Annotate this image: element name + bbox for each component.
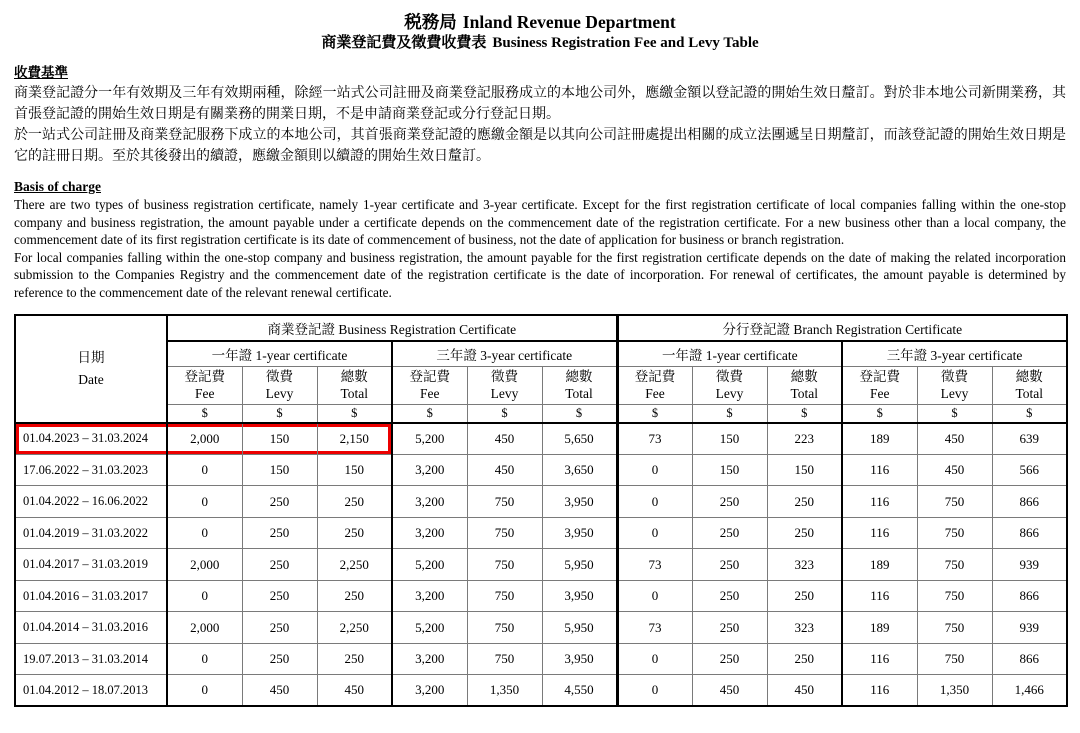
fee-value-cell: 250 <box>767 486 842 518</box>
page-subtitle-en: Business Registration Fee and Levy Table <box>492 34 759 51</box>
fee-value-cell: 866 <box>992 517 1067 549</box>
date-range-cell: 01.04.2017 – 31.03.2019 <box>15 549 167 581</box>
column-header-fee <box>842 367 917 405</box>
section-basis-of-charge-zh <box>14 64 1066 167</box>
currency-symbol: $ <box>617 405 692 423</box>
fee-value-cell: 250 <box>767 580 842 612</box>
fee-value-cell: 750 <box>467 580 542 612</box>
fee-value-cell: 3,950 <box>542 486 617 518</box>
column-header-zh: 登記費 <box>634 369 676 385</box>
fee-value-cell: 0 <box>617 580 692 612</box>
column-header-zh: 徵費 <box>716 369 744 385</box>
fee-value-cell: 0 <box>167 675 242 707</box>
fee-value-cell: 250 <box>242 612 317 644</box>
column-header-en: Total <box>790 385 819 401</box>
table-row <box>15 423 1067 455</box>
column-header-levy <box>242 367 317 405</box>
fee-value-cell: 750 <box>917 486 992 518</box>
currency-symbol: $ <box>317 405 392 423</box>
fee-value-cell: 750 <box>917 580 992 612</box>
fee-value-cell: 5,650 <box>542 423 617 455</box>
fee-value-cell: 3,200 <box>392 643 467 675</box>
fee-value-cell: 250 <box>692 517 767 549</box>
fee-value-cell: 150 <box>242 454 317 486</box>
date-range-cell: 01.04.2019 – 31.03.2022 <box>15 517 167 549</box>
currency-symbol: $ <box>467 405 542 423</box>
currency-symbol: $ <box>992 405 1067 423</box>
fee-value-cell: 73 <box>617 423 692 455</box>
currency-symbol: $ <box>242 405 317 423</box>
column-header-levy <box>917 367 992 405</box>
column-header-en: Levy <box>490 385 519 401</box>
fee-value-cell: 250 <box>767 643 842 675</box>
fee-value-cell: 3,200 <box>392 517 467 549</box>
fee-value-cell: 250 <box>317 517 392 549</box>
table-row <box>15 454 1067 486</box>
fee-value-cell: 750 <box>917 643 992 675</box>
currency-symbol: $ <box>542 405 617 423</box>
column-header-zh: 徵費 <box>491 369 518 385</box>
fee-value-cell: 750 <box>467 643 542 675</box>
fee-value-cell: 3,200 <box>392 580 467 612</box>
section-heading-zh: 收費基準 <box>14 64 68 80</box>
fee-value-cell: 189 <box>842 549 917 581</box>
subgroup-header: 三年證 3-year certificate <box>842 341 1067 367</box>
currency-symbol: $ <box>917 405 992 423</box>
subgroup-header: 一年證 1-year certificate <box>167 341 392 367</box>
fee-value-cell: 450 <box>917 423 992 455</box>
column-header-zh: 登記費 <box>859 369 901 385</box>
date-range-cell: 01.04.2014 – 31.03.2016 <box>15 612 167 644</box>
fee-value-cell: 0 <box>617 643 692 675</box>
fee-value-cell: 866 <box>992 486 1067 518</box>
group-header: 商業登記證 Business Registration Certificate <box>167 315 617 341</box>
page-title-zh: 税務局 <box>404 12 457 32</box>
fee-value-cell: 150 <box>692 454 767 486</box>
fee-value-cell: 2,000 <box>167 549 242 581</box>
table-row <box>15 580 1067 612</box>
fee-value-cell: 150 <box>767 454 842 486</box>
fee-value-cell: 0 <box>167 454 242 486</box>
fee-value-cell: 250 <box>692 486 767 518</box>
fee-value-cell: 5,200 <box>392 423 467 455</box>
fee-value-cell: 566 <box>992 454 1067 486</box>
date-header-zh: 日期 <box>77 350 105 366</box>
fee-value-cell: 0 <box>167 580 242 612</box>
date-range-cell: 01.04.2023 – 31.03.2024 <box>15 423 167 455</box>
table-row <box>15 675 1067 707</box>
fee-value-cell: 323 <box>767 612 842 644</box>
fee-value-cell: 323 <box>767 549 842 581</box>
fee-value-cell: 450 <box>767 675 842 707</box>
column-header-en: Fee <box>195 385 215 401</box>
fee-value-cell: 250 <box>242 549 317 581</box>
fee-value-cell: 450 <box>467 423 542 455</box>
fee-value-cell: 750 <box>467 486 542 518</box>
date-range-cell: 01.04.2012 – 18.07.2013 <box>15 675 167 707</box>
column-header-zh: 徵費 <box>266 369 293 385</box>
fee-value-cell: 250 <box>242 486 317 518</box>
fee-value-cell: 189 <box>842 423 917 455</box>
fee-value-cell: 2,000 <box>167 423 242 455</box>
paragraph-en-1: There are two types of business registration certificate, namely 1-year certificate and 3-year certificate. Except for the first registration certificate of local companies falling within the one-stop company and business registration, the amount payable under a certificate depends on the commencement date of the registration certificate. For a new business other than a local company, the commencement date of its first registration certificate is its date of commencement of business, not the date of application for business or branch registration. <box>14 197 1066 248</box>
fee-value-cell: 750 <box>917 612 992 644</box>
fee-value-cell: 0 <box>617 517 692 549</box>
column-header-total <box>992 367 1067 405</box>
paragraph-zh-1: 商業登記證分一年有效期及三年有效期兩種，除經一站式公司註冊及商業登記服務成立的本地公司外，應繳金額以登記證的開始生效日釐訂。對於非本地公司新開業務，其首張登記證的開始生效日期是有關業務的開業日期，不是申請商業登記或分行登記日期。 <box>14 85 1066 122</box>
fee-value-cell: 73 <box>617 612 692 644</box>
column-header-fee <box>167 367 242 405</box>
fee-value-cell: 3,950 <box>542 517 617 549</box>
currency-symbol: $ <box>692 405 767 423</box>
fee-value-cell: 939 <box>992 549 1067 581</box>
fee-value-cell: 0 <box>617 486 692 518</box>
column-header-total <box>317 367 392 405</box>
column-header-zh: 徵費 <box>941 369 969 385</box>
fee-value-cell: 116 <box>842 643 917 675</box>
column-header-levy <box>467 367 542 405</box>
fee-value-cell: 250 <box>317 643 392 675</box>
fee-value-cell: 0 <box>617 454 692 486</box>
fee-value-cell: 116 <box>842 454 917 486</box>
fee-value-cell: 2,150 <box>317 423 392 455</box>
column-header-zh: 總數 <box>790 369 818 385</box>
fee-value-cell: 1,466 <box>992 675 1067 707</box>
fee-value-cell: 866 <box>992 580 1067 612</box>
fee-value-cell: 150 <box>692 423 767 455</box>
fee-value-cell: 150 <box>242 423 317 455</box>
fee-value-cell: 0 <box>167 517 242 549</box>
fee-value-cell: 5,200 <box>392 549 467 581</box>
fee-value-cell: 866 <box>992 643 1067 675</box>
fee-value-cell: 250 <box>317 486 392 518</box>
column-header-en: Fee <box>645 385 665 401</box>
fee-value-cell: 750 <box>467 612 542 644</box>
date-range-cell: 19.07.2013 – 31.03.2014 <box>15 643 167 675</box>
table-row <box>15 517 1067 549</box>
fee-value-cell: 0 <box>167 643 242 675</box>
fee-value-cell: 223 <box>767 423 842 455</box>
fee-value-cell: 4,550 <box>542 675 617 707</box>
column-header-en: Total <box>1015 385 1044 401</box>
fee-value-cell: 3,650 <box>542 454 617 486</box>
currency-symbol: $ <box>392 405 467 423</box>
column-header-en: Levy <box>265 385 294 401</box>
column-header-en: Total <box>340 385 369 401</box>
currency-symbol: $ <box>167 405 242 423</box>
fee-value-cell: 450 <box>917 454 992 486</box>
fee-value-cell: 750 <box>917 549 992 581</box>
column-header-zh: 總數 <box>1015 369 1043 385</box>
fee-value-cell: 250 <box>317 580 392 612</box>
table-row <box>15 612 1067 644</box>
page-subtitle <box>14 34 1066 53</box>
table-row <box>15 486 1067 518</box>
column-header-en: Levy <box>715 385 744 401</box>
date-range-cell: 17.06.2022 – 31.03.2023 <box>15 454 167 486</box>
page-subtitle-zh: 商業登記費及徵費收費表 <box>321 34 487 51</box>
fee-levy-table <box>14 314 1068 708</box>
column-header-total <box>542 367 617 405</box>
column-header-date <box>15 315 167 423</box>
fee-value-cell: 2,250 <box>317 612 392 644</box>
fee-value-cell: 3,200 <box>392 454 467 486</box>
fee-value-cell: 3,200 <box>392 675 467 707</box>
fee-value-cell: 250 <box>242 580 317 612</box>
fee-value-cell: 5,200 <box>392 612 467 644</box>
fee-value-cell: 639 <box>992 423 1067 455</box>
section-basis-of-charge-en <box>14 178 1066 301</box>
fee-value-cell: 2,000 <box>167 612 242 644</box>
fee-value-cell: 73 <box>617 549 692 581</box>
section-heading-en: Basis of charge <box>14 178 101 194</box>
date-header-en: Date <box>78 371 104 387</box>
page-title <box>14 12 1066 34</box>
fee-value-cell: 1,350 <box>917 675 992 707</box>
fee-value-cell: 250 <box>242 517 317 549</box>
fee-value-cell: 116 <box>842 517 917 549</box>
date-range-cell: 01.04.2022 – 16.06.2022 <box>15 486 167 518</box>
currency-symbol: $ <box>842 405 917 423</box>
fee-value-cell: 750 <box>467 549 542 581</box>
table-row <box>15 549 1067 581</box>
fee-value-cell: 150 <box>317 454 392 486</box>
column-header-zh: 登記費 <box>184 369 225 385</box>
fee-value-cell: 250 <box>692 549 767 581</box>
subgroup-header: 三年證 3-year certificate <box>392 341 617 367</box>
fee-value-cell: 116 <box>842 675 917 707</box>
fee-value-cell: 250 <box>692 643 767 675</box>
fee-value-cell: 250 <box>692 612 767 644</box>
column-header-zh: 總數 <box>565 369 593 385</box>
fee-value-cell: 450 <box>242 675 317 707</box>
fee-value-cell: 750 <box>467 517 542 549</box>
table-row <box>15 643 1067 675</box>
group-header: 分行登記證 Branch Registration Certificate <box>617 315 1067 341</box>
column-header-levy <box>692 367 767 405</box>
column-header-zh: 總數 <box>340 369 368 385</box>
fee-value-cell: 3,950 <box>542 643 617 675</box>
fee-value-cell: 1,350 <box>467 675 542 707</box>
fee-value-cell: 5,950 <box>542 612 617 644</box>
fee-value-cell: 3,950 <box>542 580 617 612</box>
fee-value-cell: 0 <box>617 675 692 707</box>
currency-symbol: $ <box>767 405 842 423</box>
fee-value-cell: 189 <box>842 612 917 644</box>
fee-table-container <box>14 314 1066 708</box>
fee-value-cell: 450 <box>317 675 392 707</box>
fee-value-cell: 450 <box>692 675 767 707</box>
column-header-en: Levy <box>940 385 969 401</box>
paragraph-en-2: For local companies falling within the one-stop company and business registration, the amount payable for the first registration certificate depends on the date of making the related incorporation submission to the Companies Registry and the commencement date of the registration certificate is the date of incorporation. For renewal of certificates, the amount payable is determined by reference to the commencement date of the relevant renewal certificate. <box>14 249 1066 300</box>
page-title-en: Inland Revenue Department <box>462 12 676 32</box>
fee-value-cell: 750 <box>917 517 992 549</box>
paragraph-zh-2: 於一站式公司註冊及商業登記服務下成立的本地公司，其首張商業登記證的應繳金額是以其向公司註冊處提出相關的成立法團遞呈日期釐訂，而該登記證的開始生效日期是它的註冊日期。至於其後發出的續證，應繳金額則以續證的開始生效日釐訂。 <box>14 127 1066 164</box>
fee-value-cell: 3,200 <box>392 486 467 518</box>
fee-value-cell: 0 <box>167 486 242 518</box>
column-header-zh: 登記費 <box>409 369 450 385</box>
column-header-fee <box>392 367 467 405</box>
column-header-fee <box>617 367 692 405</box>
column-header-en: Total <box>565 385 593 401</box>
column-header-en: Fee <box>870 385 890 401</box>
fee-value-cell: 250 <box>242 643 317 675</box>
fee-value-cell: 450 <box>467 454 542 486</box>
column-header-en: Fee <box>420 385 440 401</box>
column-header-total <box>767 367 842 405</box>
fee-value-cell: 939 <box>992 612 1067 644</box>
fee-value-cell: 116 <box>842 486 917 518</box>
fee-value-cell: 250 <box>692 580 767 612</box>
date-range-cell: 01.04.2016 – 31.03.2017 <box>15 580 167 612</box>
fee-value-cell: 116 <box>842 580 917 612</box>
fee-value-cell: 5,950 <box>542 549 617 581</box>
subgroup-header: 一年證 1-year certificate <box>617 341 842 367</box>
fee-value-cell: 2,250 <box>317 549 392 581</box>
fee-value-cell: 250 <box>767 517 842 549</box>
